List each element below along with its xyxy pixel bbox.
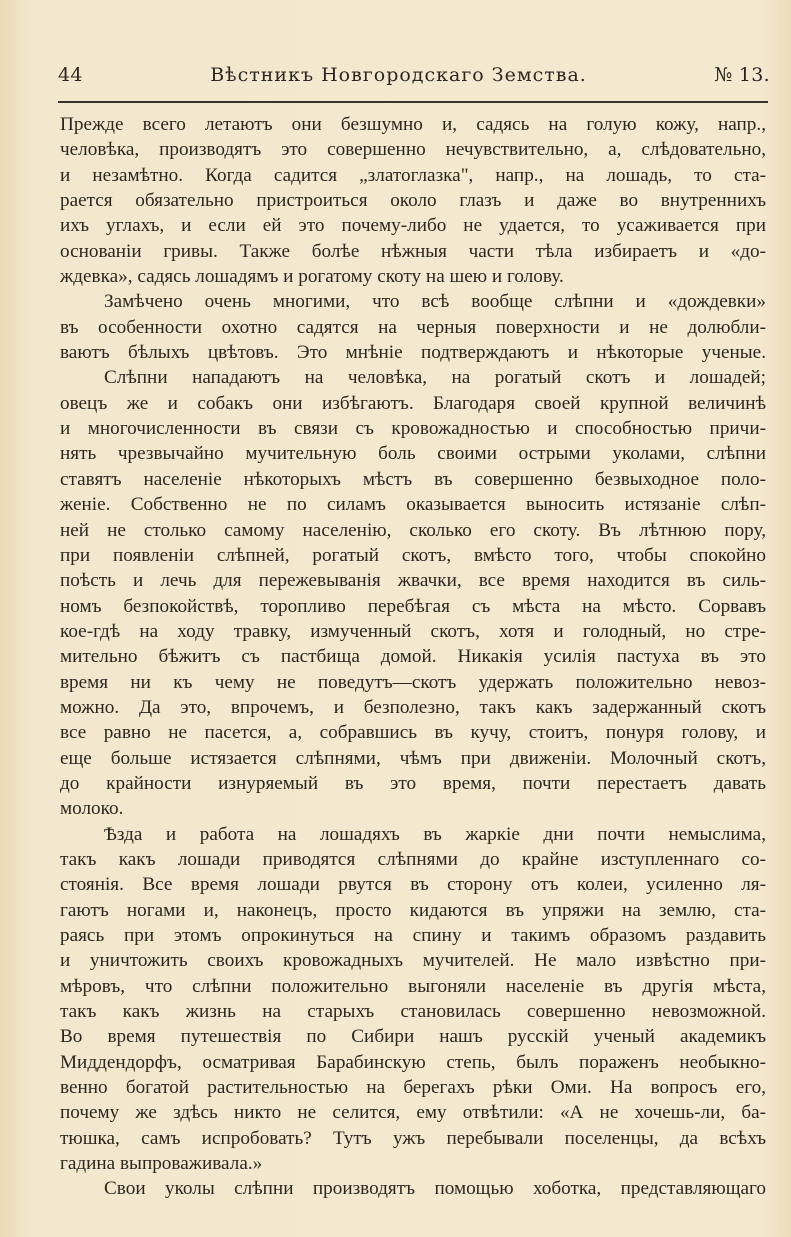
text-line: можно. Да это, впрочемъ, и безполезно, такъ какъ задержанный скотъ	[60, 696, 766, 718]
text-line: Свои уколы слѣпни производятъ помощью хоботка, представляющаго	[104, 1178, 766, 1200]
text-line: тюшка, самъ испробовать? Тутъ ужъ перебывали поселенцы, да всѣхъ	[60, 1127, 766, 1149]
journal-title: Вѣстникъ Новгородскаго Земства.	[210, 64, 587, 86]
text-line: стоянія. Все время лошади рвутся въ сторону отъ колеи, усиленно ля-	[60, 874, 766, 896]
text-line: Во время путешествія по Сибири нашъ русскій ученый академикъ	[60, 1026, 766, 1048]
text-line: такъ какъ жизнь на старыхъ становилась совершенно невозможной.	[60, 1001, 766, 1023]
text-line: поѣсть и лечь для пережевыванія жвачки, все время находится въ силь-	[60, 570, 766, 592]
text-line: время ни къ чему не поведутъ—скотъ удержать положительно невоз-	[60, 671, 766, 693]
text-line: молоко.	[60, 798, 124, 820]
issue-number: № 13.	[714, 64, 770, 86]
text-line: такъ какъ лошади приводятся слѣпнями до крайне изступленнаго со-	[60, 848, 766, 870]
text-line: гаютъ ногами и, наконецъ, просто кидаются въ упряжи на землю, ста-	[60, 899, 766, 921]
text-line: ждевка», садясь лошадямъ и рогатому скоту на шею и голову.	[60, 266, 564, 288]
text-line: почему же здѣсь никто не селится, ему отвѣтили: «А не хочешь-ли, ба-	[60, 1102, 766, 1124]
running-header	[58, 64, 770, 98]
text-line: человѣка, производятъ это совершенно нечувствительно, а, слѣдовательно,	[60, 139, 766, 161]
text-line: при появленіи слѣпней, рогатый скотъ, вмѣсто того, чтобы спокойно	[60, 544, 766, 566]
text-line: овецъ же и собакъ они избѣгаютъ. Благодаря своей крупной величинѣ	[60, 392, 766, 414]
header-rule	[58, 101, 768, 103]
text-line: мительно бѣжитъ съ пастбища домой. Никакія усилія пастуха въ это	[60, 646, 766, 668]
text-line: основаніи гривы. Также болѣе нѣжныя части тѣла избираетъ и «до-	[60, 240, 766, 262]
text-line: Ѣзда и работа на лошадяхъ въ жаркіе дни почти немыслима,	[104, 823, 766, 845]
text-line: нять чрезвычайно мучительную боль своими острыми уколами, слѣпни	[60, 443, 766, 465]
text-line: ней не столько самому населенію, сколько его скоту. Въ лѣтнюю пору,	[60, 519, 766, 541]
text-line: и многочисленности въ связи съ кровожадностью и способностью причи-	[60, 418, 766, 440]
text-line: венно богатой растительностью на берегахъ рѣки Оми. На вопросъ его,	[60, 1077, 766, 1099]
text-line: Слѣпни нападаютъ на человѣка, на рогатый скотъ и лошадей;	[104, 367, 766, 389]
text-line: все равно не пасется, а, собравшись въ кучу, стоитъ, понуря голову, и	[60, 722, 766, 744]
text-line: и незамѣтно. Когда садится „златоглазка", напр., на лошадь, то ста-	[60, 164, 766, 186]
text-line: мѣровъ, что слѣпни положительно выгоняли населеніе въ другія мѣста,	[60, 975, 766, 997]
text-line: гадина выпроваживала.»	[60, 1153, 263, 1175]
text-line: Замѣчено очень многими, что всѣ вообще слѣпни и «дождевки»	[104, 291, 766, 313]
text-line: ставятъ населеніе нѣкоторыхъ мѣстъ въ совершенно безвыходное поло-	[60, 468, 766, 490]
text-line: Прежде всего летаютъ они безшумно и, садясь на голую кожу, напр.,	[60, 114, 766, 135]
text-line: въ особенности охотно садятся на черныя поверхности и не долюбли-	[60, 316, 766, 338]
text-line: Миддендорфъ, осматривая Барабинскую степь, былъ пораженъ необыкно-	[60, 1051, 766, 1073]
text-line: и уничтожить своихъ кровожадныхъ мучителей. Не мало извѣстно при-	[60, 950, 766, 972]
text-line: рается обязательно пристроиться около глазъ и даже во внутреннихъ	[60, 190, 766, 212]
text-line: женіе. Собственно не по силамъ оказывается выносить истязаніе слѣп-	[60, 494, 766, 516]
text-line: ихъ углахъ, и если ей это почему-либо не удается, то усаживается при	[60, 215, 766, 237]
text-line: ваютъ бѣлыхъ цвѣтовъ. Это мнѣніе подтверждаютъ и нѣкоторые ученые.	[60, 342, 766, 364]
page-number: 44	[58, 64, 83, 86]
text-line: номъ безпокойствѣ, торопливо перебѣгая съ мѣста на мѣсто. Сорвавъ	[60, 595, 766, 617]
text-line: еще больше истязается слѣпнями, чѣмъ при движеніи. Молочный скотъ,	[60, 747, 766, 769]
text-line: кое-гдѣ на ходу травку, измученный скотъ, хотя и голодный, но стре-	[60, 620, 766, 642]
body-text	[60, 112, 766, 1202]
text-line: раясь при этомъ опрокинуться на спину и такимъ образомъ раздавить	[60, 925, 766, 946]
text-line: до крайности изнуряемый въ это время, почти перестаетъ давать	[60, 772, 766, 794]
